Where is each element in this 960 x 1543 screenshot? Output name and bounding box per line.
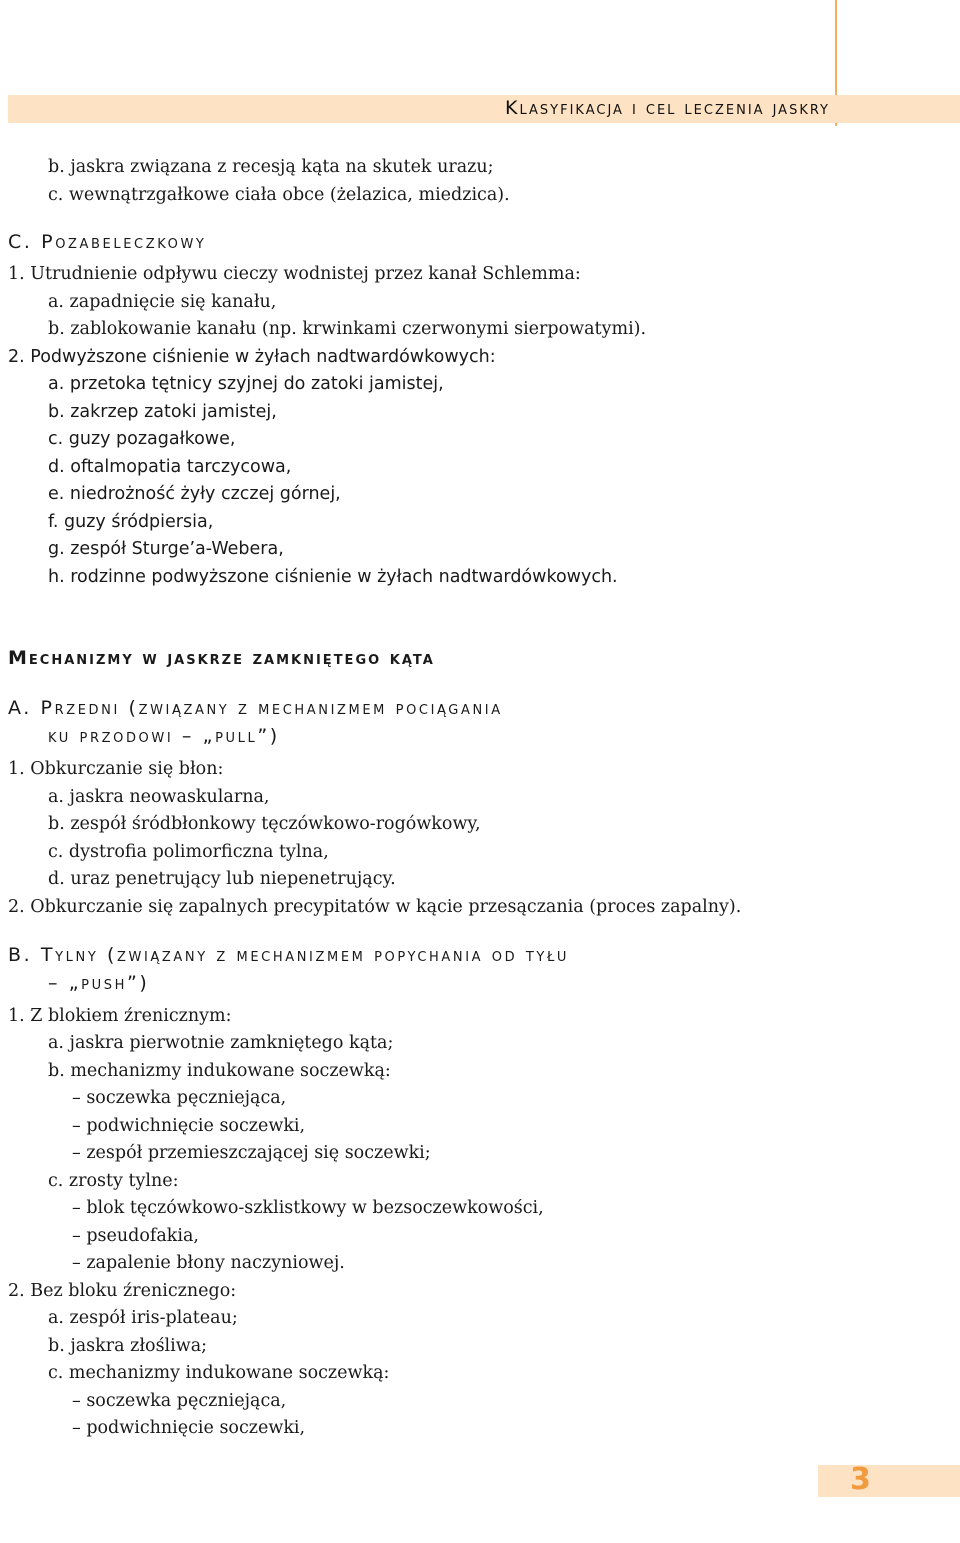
list-item: c. wewnątrzgałkowe ciała obce (żelazica, miedzica). [48, 185, 510, 205]
list-item: – podwichnięcie soczewki, [72, 1418, 306, 1438]
list-item: c. zrosty tylne: [48, 1171, 179, 1191]
list-item: – pseudofakia, [72, 1226, 199, 1246]
list-item: b. zablokowanie kanału (np. krwinkami czerwonymi sierpowatymi). [48, 319, 647, 339]
list-item: b. zakrzep zatoki jamistej, [48, 402, 277, 422]
list-item: c. mechanizmy indukowane soczewką: [48, 1363, 390, 1383]
section-heading-mechanizmy: Mechanizmy w jaskrze zamkniętego kąta [8, 647, 435, 669]
page-number: 3 [850, 1462, 871, 1497]
list-item: a. jaskra neowaskularna, [48, 787, 270, 807]
list-item: – blok tęczówkowo-szklistkowy w bezsoczewkowości, [72, 1198, 544, 1218]
list-item: d. uraz penetrujący lub niepenetrujący. [48, 869, 396, 889]
list-item: f. guzy śródpiersia, [48, 512, 214, 532]
list-item: a. zapadnięcie się kanału, [48, 292, 277, 312]
list-item: 2. Bez bloku źrenicznego: [8, 1281, 237, 1301]
list-item: c. guzy pozagałkowe, [48, 429, 236, 449]
footer-band [818, 1465, 960, 1497]
section-c-heading: C. Pozabeleczkowy [8, 231, 207, 253]
subsection-a-heading: A. Przedni (związany z mechanizmem pociągania [8, 697, 503, 719]
list-item: b. mechanizmy indukowane soczewką: [48, 1061, 391, 1081]
list-item: c. dystrofia polimorficzna tylna, [48, 842, 329, 862]
list-item: a. zespół iris-plateau; [48, 1308, 238, 1328]
list-item: g. zespół Sturge’a-Webera, [48, 539, 284, 559]
list-item: 1. Obkurczanie się błon: [8, 759, 224, 779]
subsection-b-heading: B. Tylny (związany z mechanizmem popychania od tyłu [8, 944, 569, 966]
list-item: b. zespół śródbłonkowy tęczówkowo-rogówkowy, [48, 814, 481, 834]
list-item: – soczewka pęczniejąca, [72, 1088, 287, 1108]
list-item: a. jaskra pierwotnie zamkniętego kąta; [48, 1033, 394, 1053]
list-item: e. niedrożność żyły czczej górnej, [48, 484, 341, 504]
list-item: 2. Podwyższone ciśnienie w żyłach nadtwardówkowych: [8, 347, 496, 367]
list-item: – zapalenie błony naczyniowej. [72, 1253, 345, 1273]
running-header-title: Klasyfikacja i cel leczenia jaskry [505, 97, 830, 119]
list-item: b. jaskra związana z recesją kąta na skutek urazu; [48, 157, 494, 177]
list-item: h. rodzinne podwyższone ciśnienie w żyłach nadtwardówkowych. [48, 567, 618, 587]
list-item: 1. Utrudnienie odpływu cieczy wodnistej przez kanał Schlemma: [8, 264, 581, 284]
list-item: – soczewka pęczniejąca, [72, 1391, 287, 1411]
subsection-a-heading-cont: ku przodowi – „pull”) [48, 725, 280, 747]
list-item: 2. Obkurczanie się zapalnych precypitatów w kącie przesączania (proces zapalny). [8, 897, 742, 917]
list-item: – podwichnięcie soczewki, [72, 1116, 306, 1136]
list-item: – zespół przemieszczającej się soczewki; [72, 1143, 431, 1163]
list-item: d. oftalmopatia tarczycowa, [48, 457, 292, 477]
list-item: a. przetoka tętnicy szyjnej do zatoki jamistej, [48, 374, 444, 394]
list-item: b. jaskra złośliwa; [48, 1336, 208, 1356]
subsection-b-heading-cont: – „push”) [48, 972, 150, 994]
list-item: 1. Z blokiem źrenicznym: [8, 1006, 232, 1026]
